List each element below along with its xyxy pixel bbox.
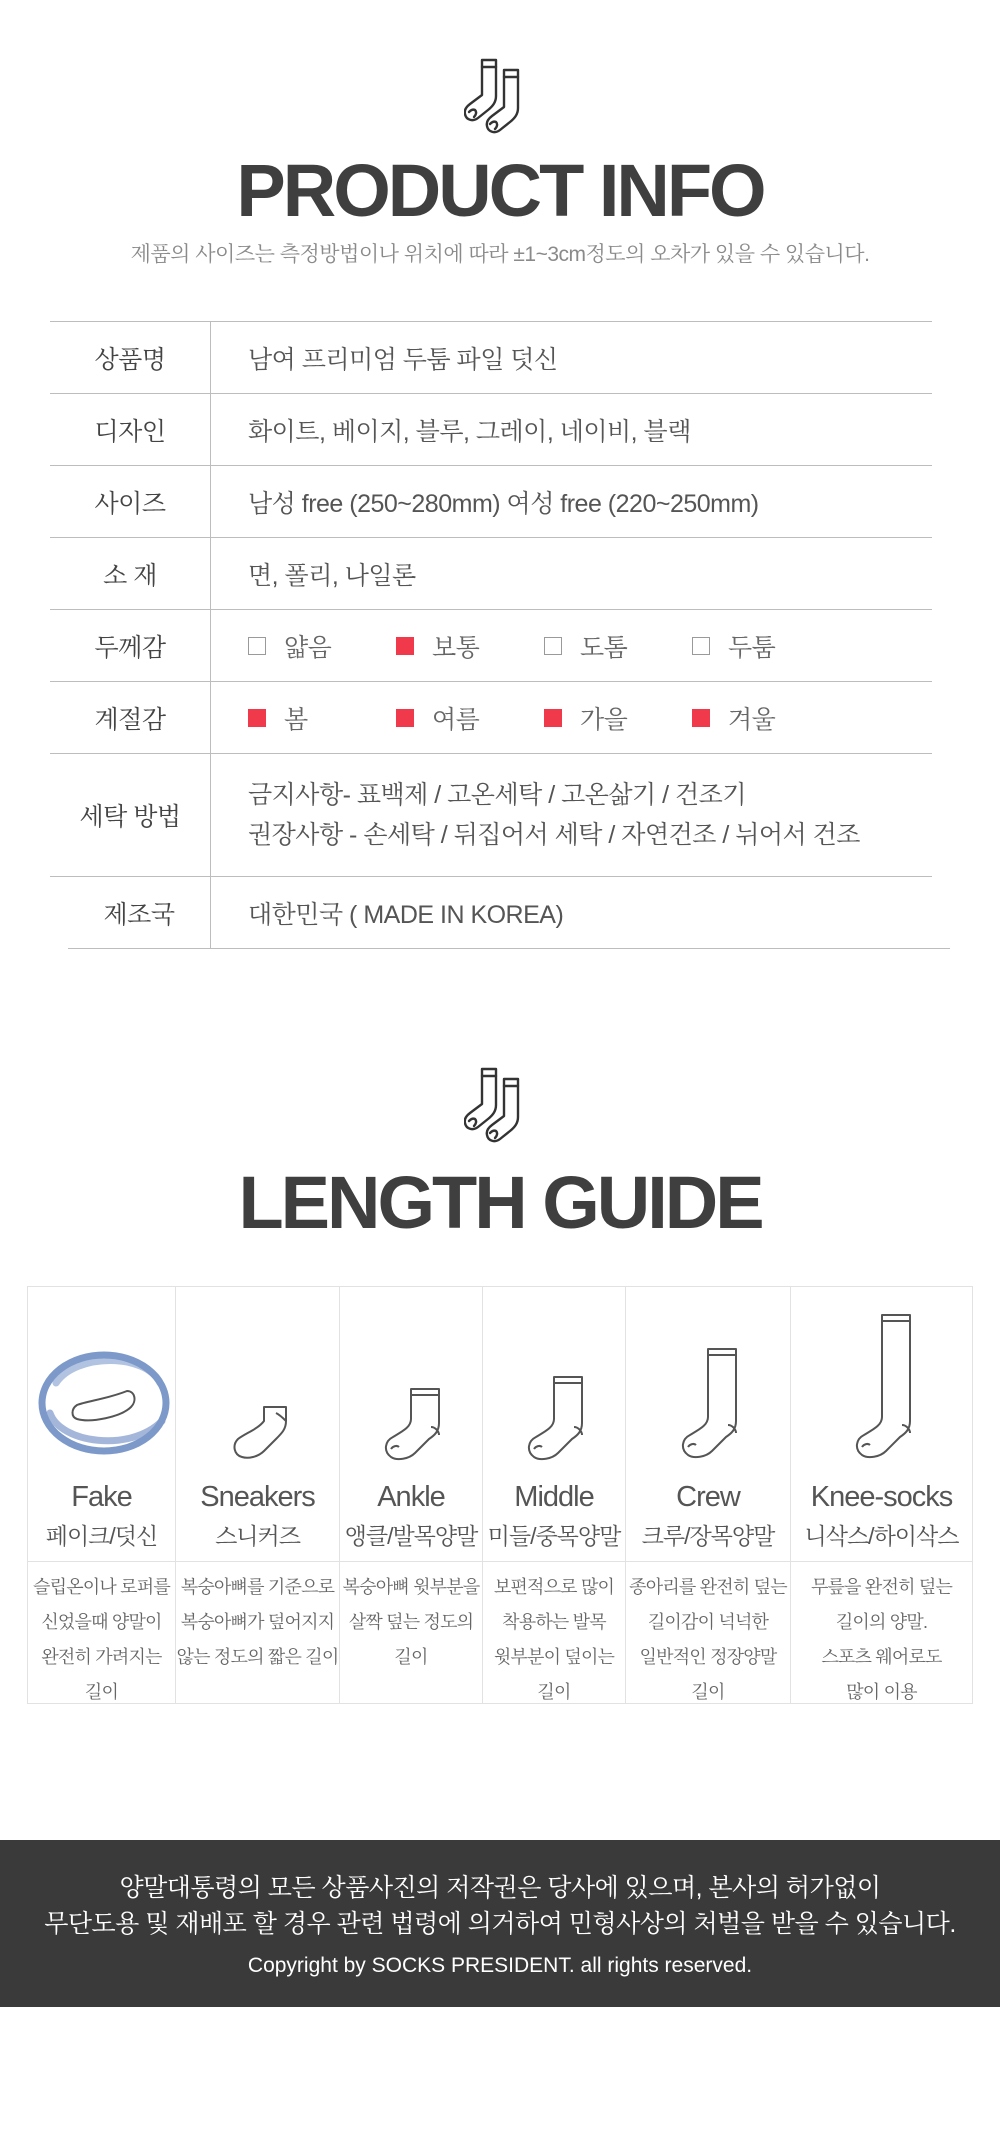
row-washing (50, 754, 932, 877)
ankle-sock-illustration (340, 1287, 482, 1463)
checkbox-icon (692, 637, 710, 655)
row-value: 화이트, 베이지, 블루, 그레이, 네이비, 블랙 (248, 417, 691, 446)
thickness-option (692, 628, 840, 664)
desc-line: 많이 이용 (846, 1682, 917, 1702)
desc-line: 복숭아뼈가 덮어지지 (180, 1612, 335, 1632)
guide-item-name: Crew (676, 1481, 740, 1513)
row-label: 소 재 (50, 538, 211, 609)
row-value: 대한민국 ( MADE IN KOREA) (248, 900, 564, 929)
guide-item-name: Fake (71, 1481, 132, 1513)
desc-line: 길이감이 넉넉한 (647, 1612, 769, 1632)
row-season (50, 682, 932, 754)
row-label: 디자인 (50, 394, 211, 465)
row-thickness (50, 610, 932, 682)
guide-item-name: Ankle (377, 1481, 445, 1513)
desc-line: 완전히 가려지는 (41, 1647, 162, 1667)
season-options (211, 700, 840, 736)
row-value: 남성 free (250~280mm) 여성 free (220~250mm) (248, 489, 759, 518)
row-label: 제조국 (68, 877, 211, 948)
desc-line: 살짝 덮는 정도의 (348, 1612, 474, 1632)
thickness-option (248, 628, 396, 664)
desc-line: 일반적인 정장양말 (639, 1647, 777, 1667)
row-name (50, 322, 932, 394)
desc-line: 않는 정도의 짧은 길이 (176, 1647, 339, 1667)
desc-line: 무릎을 완전히 덮는 (810, 1577, 953, 1597)
season-option (692, 700, 840, 736)
washing-prohibited: 금지사항- 표백제 / 고온세탁 / 고온삶기 / 건조기 (248, 781, 746, 809)
guide-item-desc (791, 1561, 972, 1710)
checkbox-icon (544, 637, 562, 655)
row-label: 사이즈 (50, 466, 211, 537)
option-label: 여름 (432, 705, 480, 734)
knee-sock-illustration (791, 1287, 972, 1463)
page-title: PRODUCT INFO (236, 149, 764, 232)
size-note: 제품의 사이즈는 측정방법이나 위치에 따라 ±1~3cm정도의 오차가 있을 수 있습니다. (130, 243, 870, 266)
guide-item-sneakers (176, 1287, 340, 1703)
guide-item-middle (483, 1287, 626, 1703)
guide-item-desc (340, 1561, 482, 1675)
row-value (211, 775, 860, 855)
guide-item-subtitle: 스니커즈 (215, 1523, 300, 1549)
checkbox-icon (396, 709, 414, 727)
desc-line: 신었을때 양말이 (41, 1612, 162, 1632)
row-size (50, 466, 932, 538)
desc-line: 길이 (691, 1682, 725, 1702)
desc-line: 복숭아뼈를 기준으로 (180, 1577, 335, 1597)
desc-line: 착용하는 발목 (502, 1612, 606, 1632)
row-value: 면, 폴리, 나일론 (248, 561, 416, 590)
option-label: 보통 (432, 633, 480, 662)
guide-item-fake (28, 1287, 176, 1703)
middle-sock-icon (514, 1371, 594, 1463)
footer-notice-line2: 무단도용 및 재배포 할 경우 관련 법령에 의거하여 민형사상의 처벌을 받을 수 있습니다. (44, 1910, 956, 1938)
row-label: 계절감 (50, 682, 211, 753)
season-option (396, 700, 544, 736)
middle-sock-illustration (483, 1287, 625, 1463)
crew-sock-icon (668, 1345, 748, 1463)
guide-item-crew (626, 1287, 791, 1703)
guide-item-desc (483, 1561, 625, 1710)
length-guide-table (27, 1286, 973, 1704)
guide-item-ankle (340, 1287, 483, 1703)
guide-item-name: Knee-socks (810, 1481, 953, 1513)
fake-sock-icon (32, 1343, 172, 1463)
desc-line: 슬립온이나 로퍼를 (33, 1577, 170, 1597)
desc-line: 보편적으로 많이 (493, 1577, 615, 1597)
socks-icon (464, 56, 536, 134)
row-origin (68, 877, 950, 949)
guide-item-desc (176, 1561, 339, 1675)
product-info-table (50, 321, 932, 949)
option-label: 도톰 (580, 633, 628, 662)
footer-notice-line1: 양말대통령의 모든 상품사진의 저작권은 당사에 있으며, 본사의 허가없이 (119, 1874, 881, 1902)
fake-sock-illustration (28, 1287, 175, 1463)
guide-item-subtitle: 페이크/덧신 (45, 1523, 158, 1549)
guide-item-subtitle: 앵클/발목양말 (344, 1523, 478, 1549)
guide-item-subtitle: 미들/중목양말 (487, 1523, 621, 1549)
guide-item-desc (626, 1561, 790, 1710)
washing-recommended: 권장사항 - 손세탁 / 뒤집어서 세탁 / 자연건조 / 뉘어서 건조 (248, 821, 860, 849)
thickness-options (211, 628, 840, 664)
guide-item-desc (28, 1561, 175, 1710)
checkbox-icon (692, 709, 710, 727)
option-label: 봄 (284, 705, 308, 734)
footer-copyright: Copyright by SOCKS PRESIDENT. all rights reserved. (247, 1954, 753, 1977)
option-label: 두툼 (728, 633, 776, 662)
sneaker-sock-icon (218, 1393, 298, 1463)
guide-item-subtitle: 크루/장목양말 (641, 1523, 775, 1549)
desc-line: 길이 (394, 1647, 428, 1667)
guide-item-name: Middle (514, 1481, 594, 1513)
sneakers-sock-illustration (176, 1287, 339, 1463)
season-option (248, 700, 396, 736)
desc-line: 길이의 양말. (835, 1612, 928, 1632)
guide-item-subtitle: 니삭스/하이삭스 (804, 1523, 959, 1549)
thickness-option (396, 628, 544, 664)
copyright-footer (0, 1840, 1000, 2007)
guide-item-name: Sneakers (200, 1481, 315, 1513)
row-label: 상품명 (50, 322, 211, 393)
row-design (50, 394, 932, 466)
desc-line: 길이 (537, 1682, 571, 1702)
row-value: 남여 프리미엄 두툼 파일 덧신 (248, 345, 558, 374)
ankle-sock-icon (371, 1381, 451, 1463)
option-label: 가을 (580, 705, 628, 734)
option-label: 겨울 (728, 705, 776, 734)
desc-line: 길이 (84, 1682, 119, 1702)
desc-line: 종아리를 완전히 덮는 (629, 1577, 787, 1597)
desc-line: 복숭아뼈 윗부분을 (342, 1577, 480, 1597)
checkbox-icon (544, 709, 562, 727)
thickness-option (544, 628, 692, 664)
section-title: LENGTH GUIDE (238, 1161, 762, 1244)
desc-line: 스포츠 웨어로도 (821, 1647, 942, 1667)
row-label: 세탁 방법 (50, 754, 211, 876)
season-option (544, 700, 692, 736)
crew-sock-illustration (626, 1287, 790, 1463)
checkbox-icon (396, 637, 414, 655)
row-material (50, 538, 932, 610)
option-label: 얇음 (284, 633, 332, 662)
guide-item-knee-socks (791, 1287, 972, 1703)
checkbox-icon (248, 709, 266, 727)
desc-line: 윗부분이 덮이는 (493, 1647, 615, 1667)
row-label: 두께감 (50, 610, 211, 681)
checkbox-icon (248, 637, 266, 655)
socks-icon (464, 1065, 536, 1143)
knee-sock-icon (842, 1313, 922, 1463)
